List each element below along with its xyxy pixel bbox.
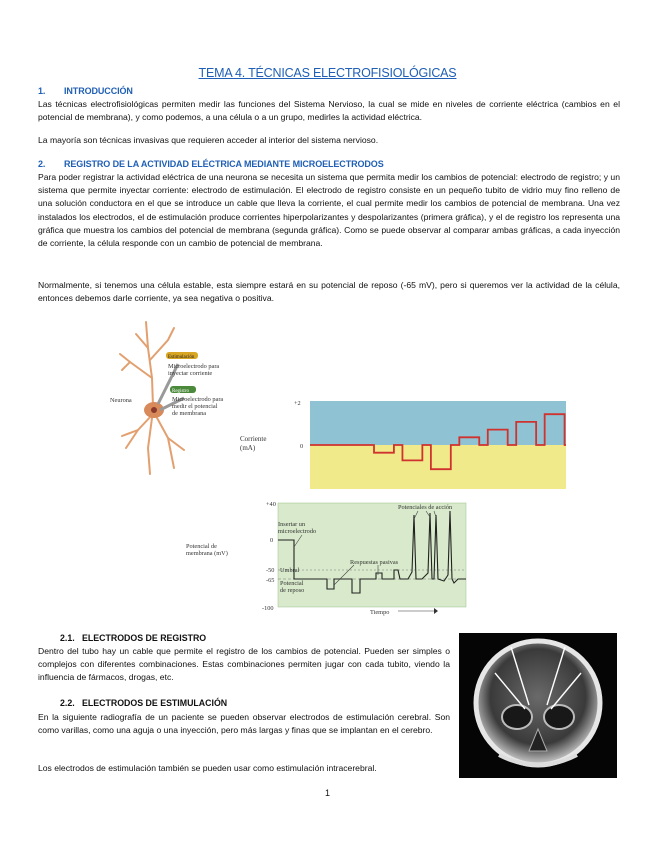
current-ytick-top: +2: [294, 400, 301, 407]
section-2-1-paragraph: Dentro del tubo hay un cable que permite el registro de los cambios de potencial. Pueden ser simples o complejos con diferentes combinaciones. Estas combinaciones permiten jugar con cada tubito, viendo la influencia de fármacos, drogas, etc.: [38, 646, 450, 683]
insert-annotation-1: Insertar un: [278, 521, 306, 528]
neuron-nucleus: [151, 407, 157, 413]
stimulation-tag: Estimulación: [168, 355, 195, 360]
time-arrow-head: [434, 608, 438, 614]
membrane-ytick-100: -100: [262, 605, 274, 612]
membrane-ylabel-1: Potencial de: [186, 543, 217, 550]
current-positive-region: [310, 401, 566, 445]
current-ylabel-1: Corriente: [240, 435, 267, 443]
current-ylabel-2: (mA): [240, 444, 256, 452]
membrane-potential-chart: [182, 497, 472, 619]
section-2-title: REGISTRO DE LA ACTIVIDAD ELÉCTRICA MEDIANTE MICROELECTRODOS: [64, 159, 384, 169]
section-2-paragraph-2: Normalmente, si tenemos una célula estable, esta siempre estará en su potencial de reposo (-65 mV), pero si queremos ver la actividad de la célula, entonces debemos darle corriente, ya sea negativa o positiva.: [38, 280, 620, 304]
membrane-ylabel-2: membrana (mV): [186, 550, 228, 557]
current-ytick-zero: 0: [300, 443, 304, 450]
threshold-annotation: Umbral: [280, 567, 300, 574]
current-negative-region: [310, 445, 566, 489]
insert-annotation-2: microelectrodo: [278, 528, 317, 535]
section-2-2-paragraph-1: En la siguiente radiografía de un paciente se pueden observar electrodos de estimulación cerebral. Son como varillas, como una aguja o una inyección, pero más largas y finas que se implantan en el cerebro.: [38, 712, 450, 736]
membrane-ytick-65: -65: [266, 577, 275, 584]
resting-annotation-1: Potencial: [280, 580, 304, 587]
resting-annotation-2: de reposo: [280, 587, 305, 594]
stimulation-desc-1: Microelectrodo para: [168, 363, 220, 370]
membrane-ytick-50: -50: [266, 567, 275, 574]
section-1-number: 1.: [38, 86, 46, 96]
stimulation-desc-2: inyectar corriente: [168, 370, 213, 377]
xray-image: [459, 633, 617, 778]
left-orbit: [502, 705, 532, 729]
section-2-2-paragraph-2: Los electrodos de estimulación también se pueden usar como estimulación intracerebral.: [38, 763, 377, 773]
right-orbit: [544, 705, 574, 729]
neuron-label: Neurona: [110, 397, 132, 404]
page-number: 1: [324, 788, 330, 798]
section-2-2-title: ELECTRODOS DE ESTIMULACIÓN: [82, 698, 228, 708]
membrane-ytick-40: +40: [266, 501, 276, 508]
section-1-paragraph-1: Las técnicas electrofisiológicas permiten medir las funciones del Sistema Nervioso, la cual se mide en niveles de corriente eléctrica (cambios en el potencial de membrana), y como podemos, a una célula o a un grupo, medirles la actividad eléctrica.: [38, 99, 620, 123]
recording-tag: Registro: [172, 389, 189, 394]
section-2-2-heading: [60, 698, 227, 708]
recording-desc-1: Microelectrodo para: [172, 396, 224, 403]
section-2-2-number: 2.2.: [60, 698, 75, 708]
section-2-number: 2.: [38, 159, 46, 169]
recording-desc-2: medir el potencial: [172, 403, 218, 410]
section-2-1-heading: [60, 633, 206, 643]
section-2-paragraph-1: Para poder registrar la actividad eléctrica de una neurona se necesita un sistema que permita medir los cambios de potencial: electrodo de registro; y un sistema que permite inyectar corriente: electrodo de estimulación. El electrodo de registro consiste en un pequeño tubito de vidrio muy fino relleno de una solución conductora en el que se introduce un cable que lleva la corriente, el cual permite medir los cambios de potencial de membrana. Una vez instalados los electrodos, el de estimulación produce corrientes hiperpolarizantes y despolarizantes (primera gráfica), y el de registro los representa una gráfica que muestra los cambios del potencial de membrana (segunda gráfica). Como se puede observar al comparar ambas gráficas, a cada inyección de corriente, la célula responde con un cambio de potencial de membrana.: [38, 172, 620, 249]
section-1-title: INTRODUCCIÓN: [64, 86, 133, 96]
recording-desc-3: de membrana: [172, 410, 207, 417]
section-1-paragraph-2: La mayoría son técnicas invasivas que requieren acceder al interior del sistema nervioso.: [38, 135, 379, 145]
section-1-heading: [38, 86, 133, 96]
page-title: TEMA 4. TÉCNICAS ELECTROFISIOLÓGICAS: [198, 66, 457, 80]
section-2-1-title: ELECTRODOS DE REGISTRO: [82, 633, 207, 643]
membrane-ytick-0: 0: [270, 537, 274, 544]
membrane-xlabel: Tiempo: [370, 609, 390, 616]
passive-annotation: Respuestas pasivas: [350, 559, 399, 566]
section-2-1-number: 2.1.: [60, 633, 75, 643]
section-2-heading: [38, 159, 384, 169]
action-annotation: Potenciales de acción: [398, 504, 453, 511]
current-chart: [232, 393, 572, 493]
